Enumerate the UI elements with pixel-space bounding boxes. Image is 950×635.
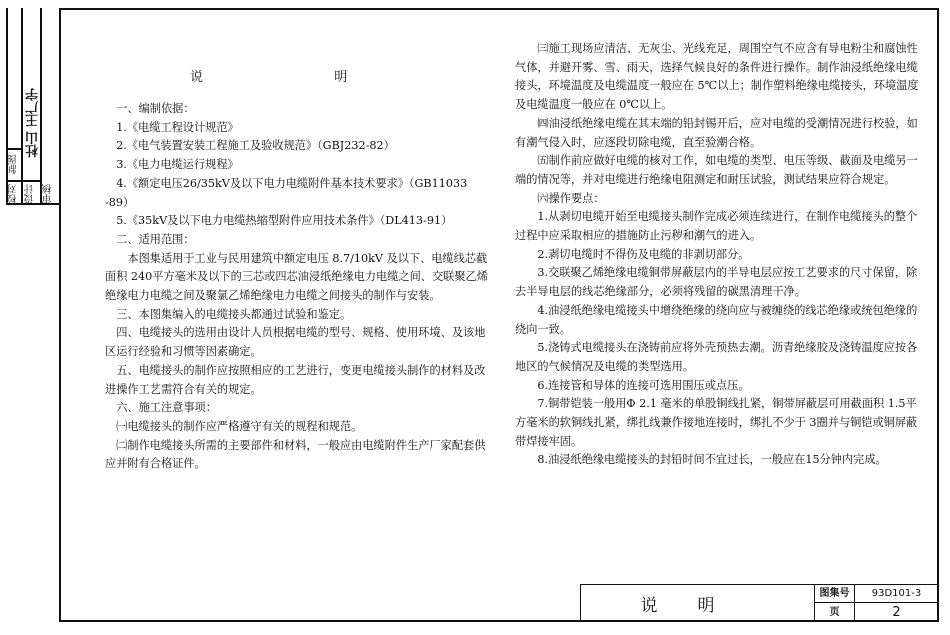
paragraph: 6.连接管和导体的连接可选用围压或点压。: [537, 378, 750, 392]
paragraph: 7.铜带铠装一般用Φ 2.1 毫米的单股铜线扎紧，铜带屏蔽层可用截面积 1.5平方毫米的软铜线扎紧，绑扎线兼作接地连接时，绑扎不少于 3圈并与铜铠或铜屏蔽带焊接牢固。: [515, 397, 918, 448]
paragraph: 4.油浸纸绝缘电缆接头中增绕绝缘的绕向应与被缠绕的线芯绝缘或统包绝缘的绕向一致。: [515, 303, 918, 336]
paragraph: ㈢施工现场应清洁、无灰尘、光线充足，周围空气不应含有导电粉尘和腐蚀性气体，并避开雾、雪、雨天，选择气候良好的条件进行操作。制作油浸纸绝缘电缆接头，环境温度及电缆温度一般应在 5℃以上；制作塑料绝缘电缆接头，环境温度及电缆温度一般应在 0℃以上。: [515, 42, 919, 112]
reference-item-cont: -89）: [105, 195, 135, 209]
paragraph: ㈠电缆接头的制作应严格遵守有关的规程和规范。: [116, 419, 363, 433]
handwritten-signature: 杜山 王广宇: [26, 88, 41, 158]
paragraph: 8.油浸纸绝缘电缆接头的封铅时间不宜过长，一般应在15分钟内完成。: [537, 453, 887, 467]
paragraph: 四、电缆接头的选用由设计人员根据电缆的型号、规格、使用环境、及该地区运行经验和习惯等因素确定。: [105, 326, 486, 359]
paragraph: ㈣油浸纸绝缘电缆在其末端的铅封锡开后，应对电缆的受潮情况进行校验，如有潮气侵入时，应逐段切除电缆，直至验潮合格。: [515, 116, 918, 149]
reference-item: 5.《35kV及以下电力电缆热缩型附件应用技术条件》（DL413-91）: [116, 214, 453, 228]
section-heading: 二、适用范围：: [116, 232, 195, 246]
heading-char-1: 说: [190, 70, 205, 85]
strip-label-review: 审核: [43, 184, 54, 204]
section-heading: 一、编制依据：: [116, 102, 195, 115]
paragraph: 本图集适用于工业与民用建筑中额定电压 8.7/10kV 及以下、电缆线芯截面积 240平方毫米及以下的三芯或四芯油浸纸绝缘电力电缆之间、交联聚乙烯绝缘电力电缆之间及聚氯乙烯绝缘电力电缆之间接头的制作与安装。: [105, 251, 488, 303]
paragraph: 3.交联聚乙烯绝缘电缆铜带屏蔽层内的半导电层应按工艺要求的尺寸保留，除去半导电层的线芯绝缘部分，必须将残留的碳黑清理干净。: [515, 266, 918, 299]
strip-border: [6, 8, 8, 204]
paragraph: 2.剥切电缆时不得伤及电缆的非剥切部分。: [537, 247, 750, 261]
strip-divider: [6, 148, 22, 150]
paragraph: ㈤制作前应做好电缆的核对工作，如电缆的类型、电压等级、截面及电缆另一端的情况等，并对电缆进行绝缘电阻测定和耐压试验，测试结果应符合规定。: [515, 154, 918, 186]
atlas-number-label: 图集号: [815, 585, 855, 603]
right-text-column: [515, 40, 927, 470]
left-text-column: [105, 100, 495, 474]
reference-item: 4.《额定电压26/35kV及以下电力电缆附件基本技术要求》（GB11033: [116, 176, 468, 190]
atlas-number-value: 93D101-3: [855, 585, 938, 603]
strip-label-draw: 制图: [8, 154, 19, 174]
heading-char-2: 明: [334, 70, 349, 85]
section-heading: 六、施工注意事项：: [116, 401, 217, 415]
page-number: 2: [892, 605, 901, 620]
title-block: [580, 584, 939, 622]
paragraph: 5.浇铸式电缆接头在浇铸前应将外壳预热去潮。沥青绝缘胶及浇铸温度应按各地区的气候情况及电缆的类型选用。: [515, 341, 918, 373]
title-block-title: 说明: [581, 585, 815, 622]
approval-strip: [0, 8, 59, 204]
strip-label-proofread: 校对: [8, 184, 19, 204]
reference-item: 3.《电力电缆运行规程》: [116, 158, 239, 172]
reference-item: 2.《电气装置安装工程施工及验收规范》（GBJ232-82）: [116, 139, 395, 153]
paragraph: 三、本图集编入的电缆接头都通过试验和鉴定。: [116, 307, 352, 321]
paragraph: 1.从剥切电缆开始至电缆接头制作完成必须连续进行，在制作电缆接头的整个过程中应采取相应的措施防止污秽和潮气的进入。: [515, 210, 918, 243]
strip-label-design: 设计: [25, 184, 36, 204]
page-heading: [190, 66, 348, 85]
page-label: 页: [815, 603, 855, 622]
paragraph: ㈡制作电缆接头所需的主要部件和材料，一般应由电缆附件生产厂家配套供应并附有合格证件。: [105, 438, 486, 471]
reference-item: 1.《电缆工程设计规范》: [116, 120, 239, 134]
strip-divider: [21, 8, 23, 204]
strip-divider: [6, 180, 41, 182]
section-heading: ㈥操作要点：: [537, 191, 605, 205]
paragraph: 五、电缆接头的制作应按照相应的工艺进行，变更电缆接头制作的材料及改进操作工艺需符合有关的规定。: [105, 363, 486, 396]
